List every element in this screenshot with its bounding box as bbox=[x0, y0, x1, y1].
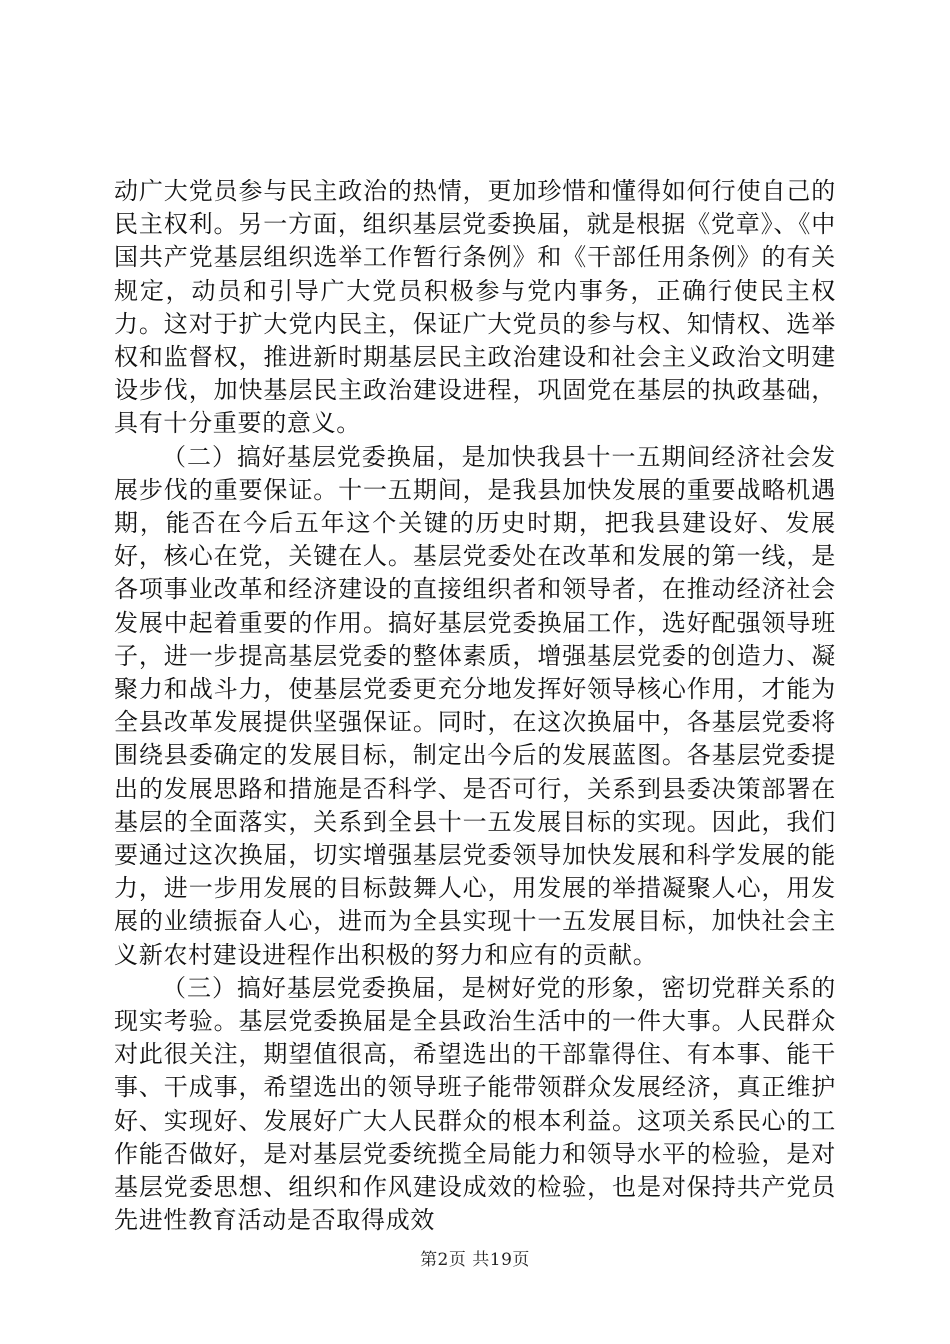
paragraph-section-two: （二）搞好基层党委换届，是加快我县十一五期间经济社会发展步伐的重要保证。十一五期间，是我县加快发展的重要战略机遇期，能否在今后五年这个关键的历史时期，把我县建设好、发展好，核心在党，关键在人。基层党委处在改革和发展的第一线，是各项事业改革和经济建设的直接组织者和领导者，在推动经济社会发展中起着重要的作用。搞好基层党委换届工作，选好配强领导班子，进一步提高基层党委的整体素质，增强基层党委的创造力、凝聚力和战斗力，使基层党委更充分地发挥好领导核心作用，才能为全县改革发展提供坚强保证。同时，在这次换届中，各基层党委将围绕县委确定的发展目标，制定出今后的发展蓝图。各基层党委提出的发展思路和措施是否科学、是否可行，关系到县委决策部署在基层的全面落实，关系到全县十一五发展目标的实现。因此，我们要通过这次换届，切实增强基层党委领导加快发展和科学发展的能力，进一步用发展的目标鼓舞人心，用发展的举措凝聚人心，用发展的业绩振奋人心，进而为全县实现十一五发展目标，加快社会主义新农村建设进程作出积极的努力和应有的贡献。 bbox=[114, 442, 836, 969]
document-body bbox=[114, 175, 836, 1238]
paragraph-section-three: （三）搞好基层党委换届，是树好党的形象，密切党群关系的现实考验。基层党委换届是全县政治生活中的一件大事。人民群众对此很关注，期望值很高，希望选出的干部靠得住、有本事、能干事、干成事，希望选出的领导班子能带领群众发展经济，真正维护好、实现好、发展好广大人民群众的根本利益。这项关系民心的工作能否做好，是对基层党委统揽全局能力和领导水平的检验，是对基层党委思想、组织和作风建设成效的检验，也是对保持共产党员先进性教育活动是否取得成效 bbox=[114, 973, 836, 1235]
page-number: 第2页 共19页 bbox=[420, 1250, 530, 1270]
page-footer bbox=[0, 1245, 950, 1270]
paragraph-continuation: 动广大党员参与民主政治的热情，更加珍惜和懂得如何行使自己的民主权利。另一方面，组织基层党委换届，就是根据《党章》、《中国共产党基层组织选举工作暂行条例》和《干部任用条例》的有关规定，动员和引导广大党员积极参与党内事务，正确行使民主权力。这对于扩大党内民主，保证广大党员的参与权、知情权、选举权和监督权，推进新时期基层民主政治建设和社会主义政治文明建设步伐，加快基层民主政治建设进程，巩固党在基层的执政基础，具有十分重要的意义。 bbox=[114, 177, 836, 438]
